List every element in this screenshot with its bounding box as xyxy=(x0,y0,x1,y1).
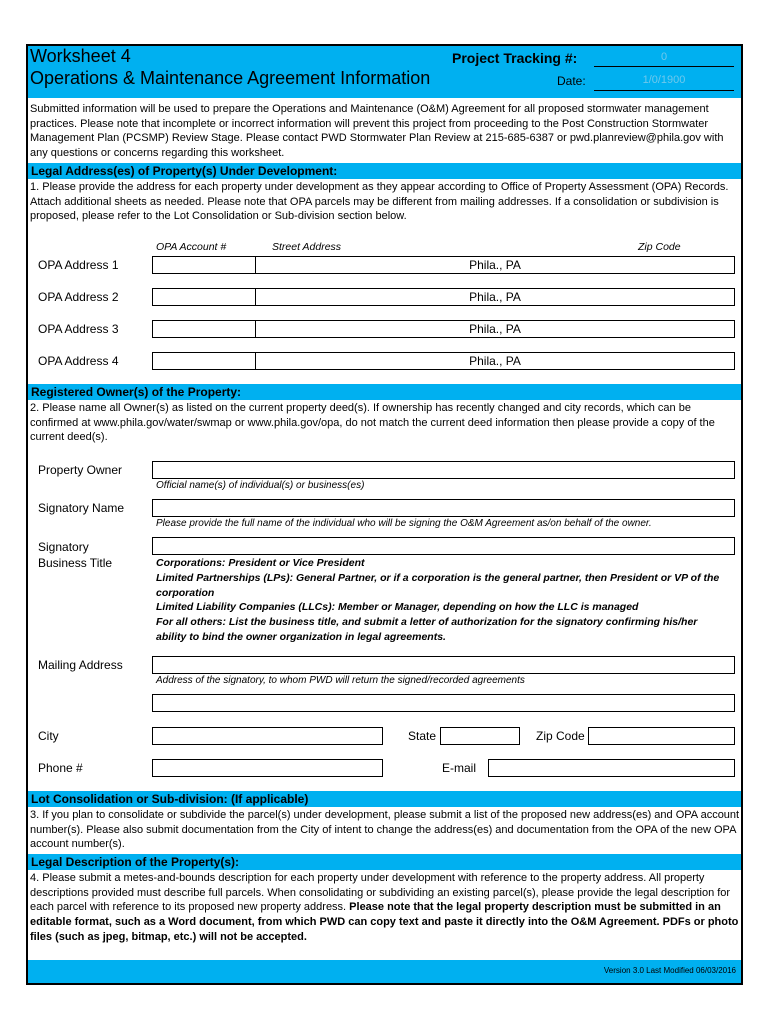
signatory-name-label: Signatory Name xyxy=(38,501,125,515)
note-others: For all others: List the business title, and submit a letter of authorization for the signatory confirming his/her ability to bind the owner organization in legal agreements. xyxy=(156,616,698,643)
section-legal-description: Legal Description of the Property(s): xyxy=(28,854,741,870)
worksheet-number: Worksheet 4 xyxy=(30,46,131,66)
opa-account-field[interactable] xyxy=(152,256,256,274)
opa-address-label: OPA Address 3 xyxy=(38,322,119,336)
business-title-notes xyxy=(156,556,726,645)
col-opa-account: OPA Account # xyxy=(156,241,227,253)
bold-text: Please note that the legal property description must be submitted in an editable format, such as a Word document, from which PWD can copy text and paste it directly into the O&M Agreement. PDFs or photo files (such as jpeg, bitmap, etc.) will not be accepted. xyxy=(30,901,739,943)
zip-field[interactable] xyxy=(588,727,735,745)
note-corporations: Corporations: President or Vice President xyxy=(156,557,365,569)
swmap-link[interactable]: www.phila.gov/water/swmap xyxy=(93,416,232,429)
state-field[interactable] xyxy=(440,727,520,745)
opa-link[interactable]: www.phila.gov/opa, xyxy=(247,416,343,429)
opa-account-field[interactable] xyxy=(152,320,256,338)
intro-text: Submitted information will be used to prepare the Operations and Maintenance (O&M) Agreement for all proposed stormwater management practices. Please note that incomplete or incorrect information will prevent this project from proceeding to the Post Construction Stormwater Management Plan (PCSMP) Review Stage. Please contact PWD Stormwater Plan Review at 215-685-6387 or pwd.planreview@phila.gov with any questions or concerns regarding this worksheet. xyxy=(30,103,724,160)
text: do not match the current deed information then please provide a copy of the current deed(s). xyxy=(30,416,715,444)
signatory-name-field[interactable] xyxy=(152,499,735,517)
signatory-name-note: Please provide the full name of the individual who will be signing the O&M Agreement as/on behalf of the owner. xyxy=(156,518,652,529)
street-address-field[interactable]: Phila., PA xyxy=(255,256,735,274)
version-text: Version 3.0 Last Modified 06/03/2016 xyxy=(603,966,736,975)
opa-address-label: OPA Address 4 xyxy=(38,354,119,368)
date-field[interactable]: 1/0/1900 xyxy=(594,74,734,91)
street-address-field[interactable]: Phila., PA xyxy=(255,352,735,370)
phone-field[interactable] xyxy=(152,759,383,777)
mailing-address-note: Address of the signatory, to whom PWD will return the signed/recorded agreements xyxy=(156,675,525,686)
street-address-field[interactable]: Phila., PA xyxy=(255,320,735,338)
opa-account-field[interactable] xyxy=(152,288,256,306)
mailing-address-field-2[interactable] xyxy=(152,694,735,712)
zip-label: Zip Code xyxy=(536,729,585,743)
mailing-address-field-1[interactable] xyxy=(152,656,735,674)
property-owner-label: Property Owner xyxy=(38,463,123,477)
opa-address-label: OPA Address 2 xyxy=(38,290,119,304)
property-owner-note: Official name(s) of individual(s) or business(es) xyxy=(156,480,365,491)
mailing-address-label: Mailing Address xyxy=(38,658,123,672)
business-title-label-2: Business Title xyxy=(38,556,113,570)
note-lps: Limited Partnerships (LPs): General Partner, or if a corporation is the general partner, then President or VP of the corporation xyxy=(156,571,720,599)
section-2-instructions xyxy=(30,401,740,445)
email-field[interactable] xyxy=(488,759,735,777)
email-label: E-mail xyxy=(442,761,477,775)
phone-label: Phone # xyxy=(38,761,83,775)
section-lot-consolidation: Lot Consolidation or Sub-division: (If applicable) xyxy=(28,791,741,807)
col-street-address: Street Address xyxy=(272,241,342,253)
business-title-field[interactable] xyxy=(152,537,735,555)
text: or xyxy=(231,416,248,429)
city-label: City xyxy=(38,729,59,743)
date-label: Date: xyxy=(557,74,586,88)
state-label: State xyxy=(408,729,437,743)
col-zip-code: Zip Code xyxy=(638,241,681,253)
tracking-field[interactable]: 0 xyxy=(594,51,734,67)
section-registered-owner: Registered Owner(s) of the Property: xyxy=(28,384,741,400)
section-4-instructions xyxy=(30,871,740,945)
tracking-label: Project Tracking #: xyxy=(452,50,578,66)
text: 2. Please name all Owner(s) as listed on the current property deed(s). If ownership has recently changed and city records, which can be confirmed at xyxy=(30,402,691,429)
section-1-instructions: 1. Please provide the address for each property under development as they appear according to Office of Property Assessment (OPA) Records. Attach additional sheets as needed. Please note that OPA parcels may be different from mailing addresses. If a consolidation or subdivision is proposed, please refer to the Lot Consolidation or Sub-division section below. xyxy=(30,181,729,223)
section-3-instructions: 3. If you plan to consolidate or subdivide the parcel(s) under development, please submit a list of the proposed new address(es) and OPA account number(s). Please also submit documentation from the City of intent to change the address(es) and documentation from the OPA of the new OPA account number(s). xyxy=(30,809,740,851)
text: 4. Please submit a metes-and-bounds description for each property under development with reference to the property address. All property descriptions provided must describe full parcels. When consolidating or subdividing an existing parcel(s), please provide the legal description for each parcel with reference to its proposed new property address. xyxy=(30,872,731,914)
street-address-field[interactable]: Phila., PA xyxy=(255,288,735,306)
property-owner-field[interactable] xyxy=(152,461,735,479)
page-title: Operations & Maintenance Agreement Information xyxy=(30,68,431,88)
business-title-label-1: Signatory xyxy=(38,540,89,554)
opa-address-label: OPA Address 1 xyxy=(38,258,119,272)
section-legal-address: Legal Address(es) of Property(s) Under Development: xyxy=(28,163,741,179)
opa-account-field[interactable] xyxy=(152,352,256,370)
note-llcs: Limited Liability Companies (LLCs): Member or Manager, depending on how the LLC is managed xyxy=(156,601,639,614)
city-field[interactable] xyxy=(152,727,383,745)
